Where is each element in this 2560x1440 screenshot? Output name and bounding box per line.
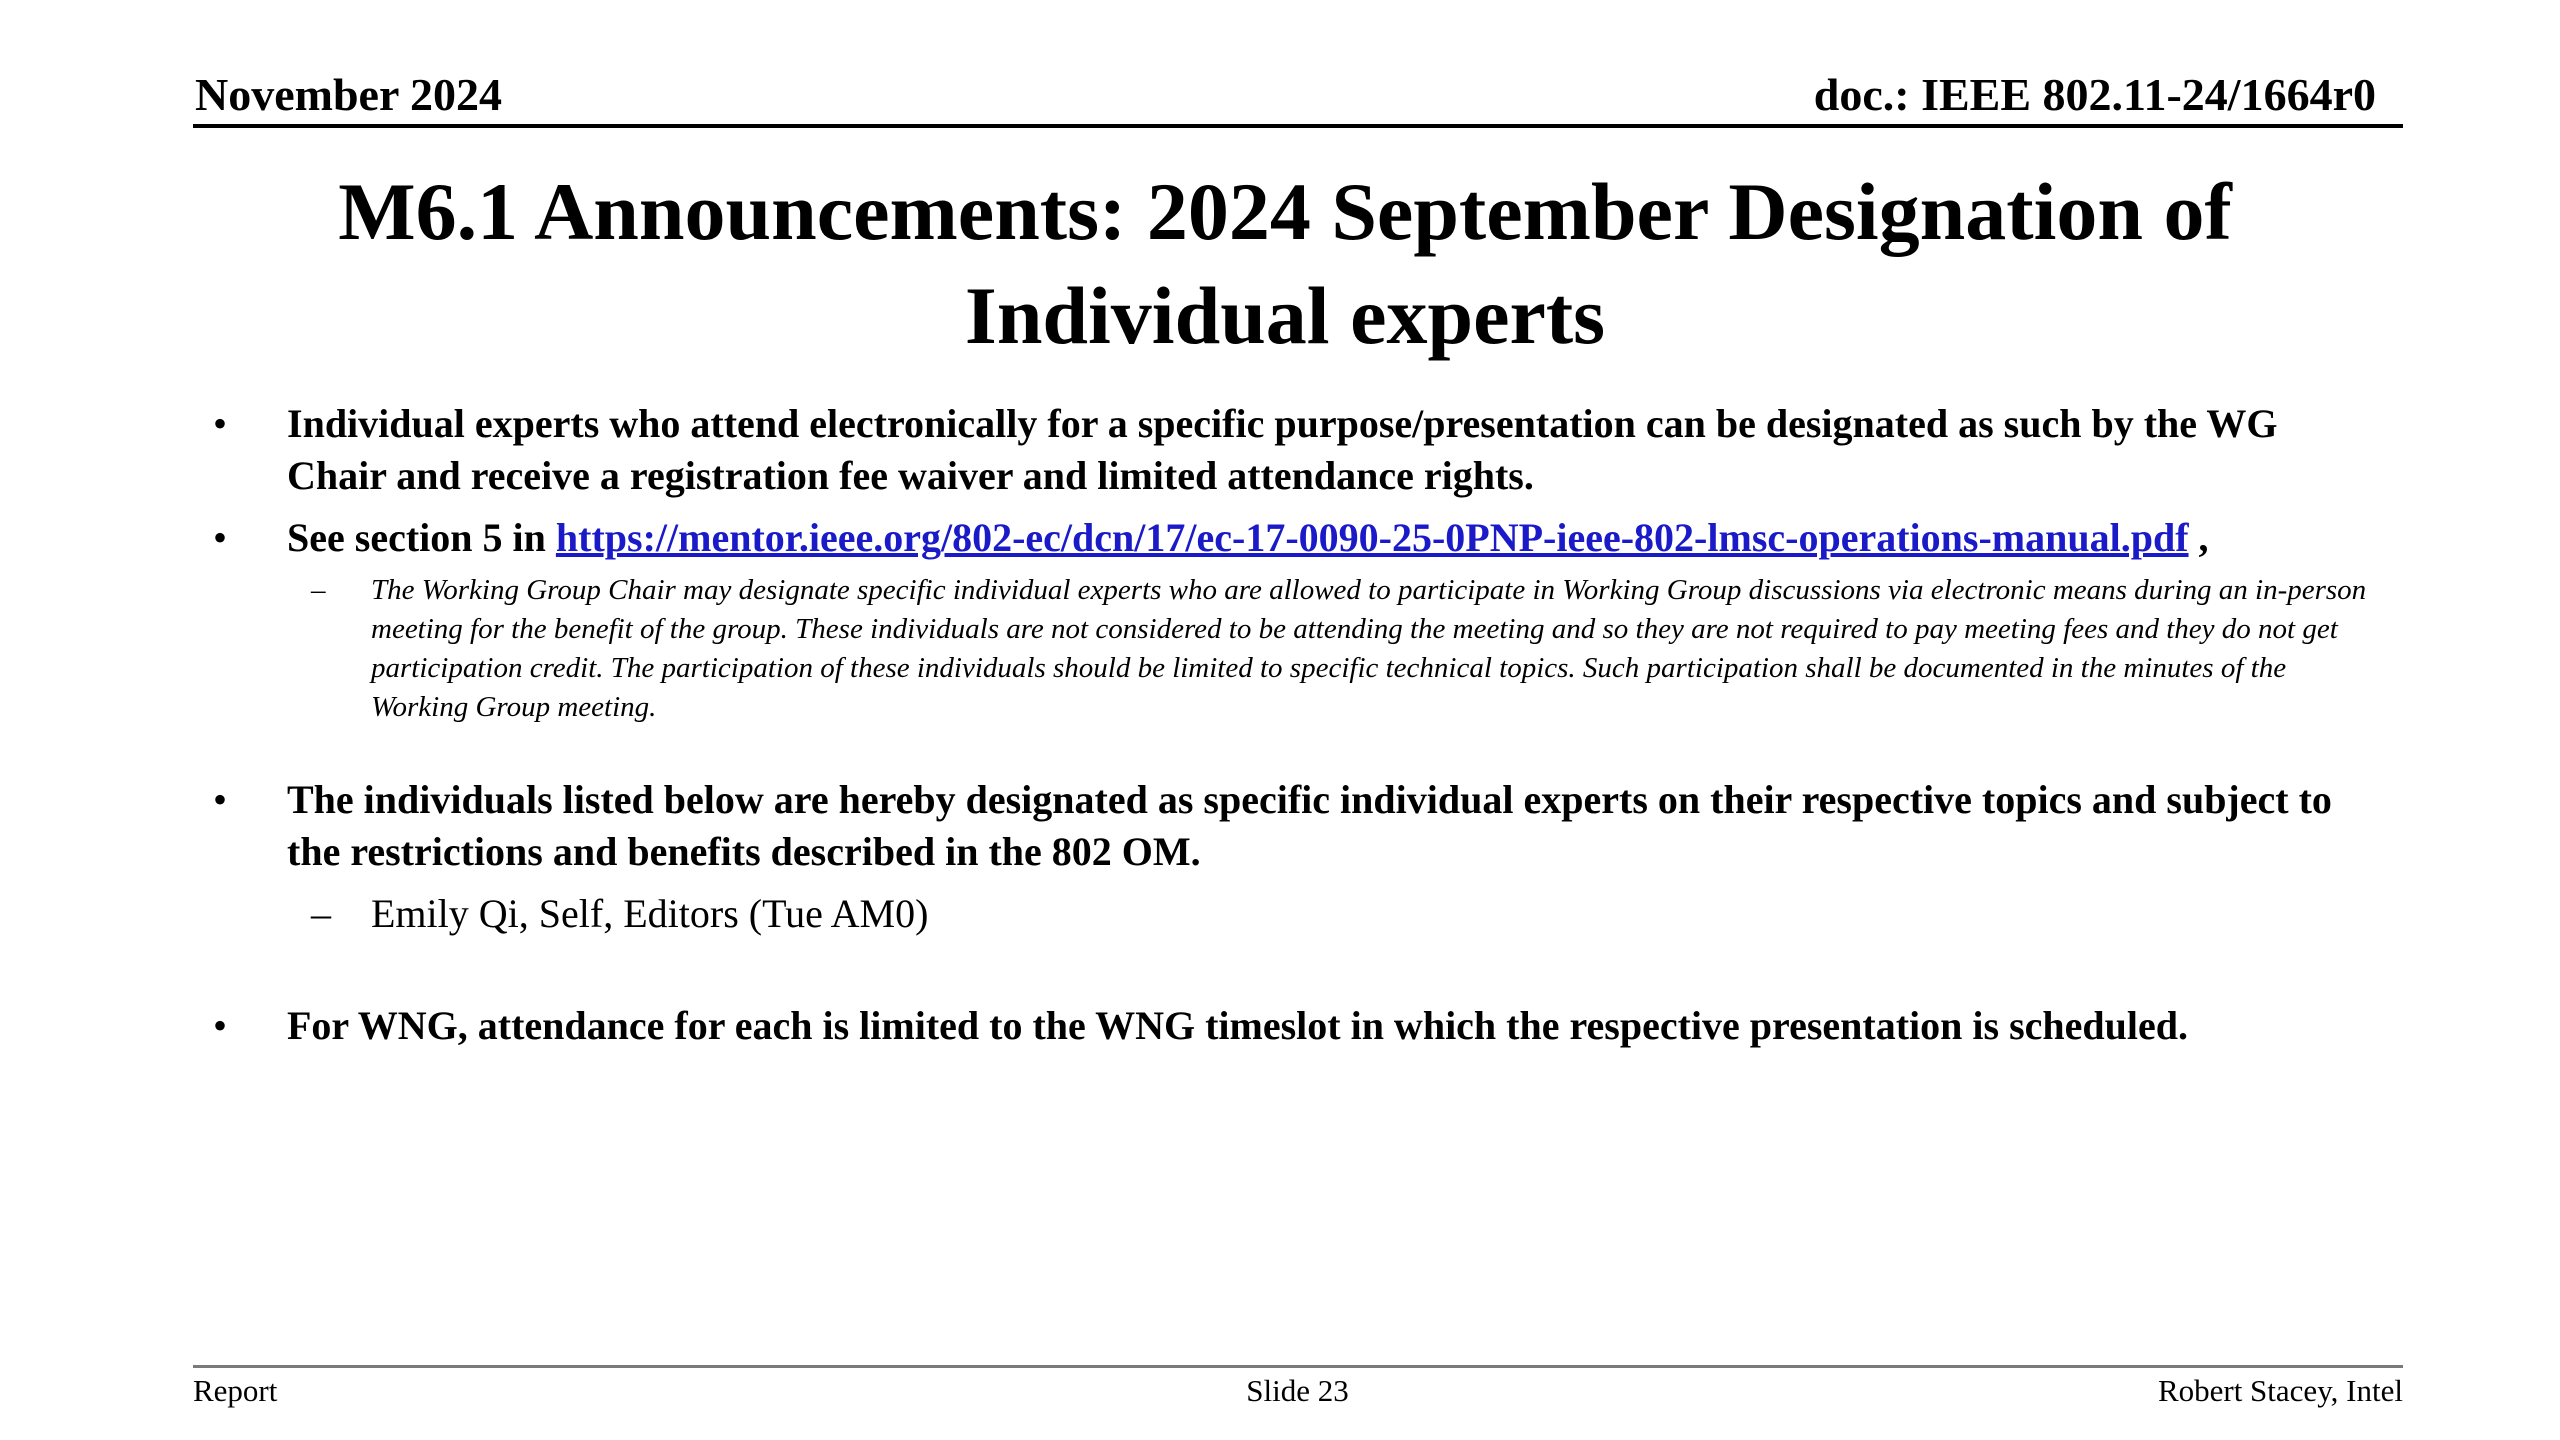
header-divider [193,124,2403,128]
sub-item-text: Emily Qi, Self, Editors (Tue AM0) [371,891,929,936]
footer-left: Report [193,1373,278,1408]
bullet-icon: • [213,1003,228,1048]
bullet-text: The individuals listed below are hereby designated as specific individual experts on their respective topics and subject to the restrictions and benefits described in the 802 OM. [287,777,2332,874]
operations-manual-link[interactable]: https://mentor.ieee.org/802-ec/dcn/17/ec-17-0090-25-0PNP-ieee-802-lmsc-operations-manual.pdf [555,515,2189,560]
bullet-icon: • [213,777,228,822]
bullet-text: For WNG, attendance for each is limited to the WNG timeslot in which the respective presentation is scheduled. [287,1003,2188,1048]
dash-icon: – [311,891,331,936]
bullet-icon: • [213,401,228,446]
header-doc-id: doc.: IEEE 802.11-24/1664r0 [1813,69,2376,120]
bullet-item-1 [213,398,2377,502]
sub-item-text: The Working Group Chair may designate specific individual experts who are allowed to participate in Working Group discussions via electronic means during an in-person meeting for the benefit of the group. These individuals are not considered to be attending the meeting and so they are not required to pay meeting fees and they do not get participation credit. The participation of these individuals should be limited to specific technical topics. Such participation shall be documented in the minutes of the Working Group meeting. [371,574,2367,723]
bullet-item-2 [213,512,2407,564]
dash-icon: – [311,574,326,606]
bullet-text-prefix: See section 5 in [287,515,556,560]
bullet-item-4 [213,1000,2377,1052]
header-date: November 2024 [195,69,503,120]
footer-author: Robert Stacey, Intel [2157,1373,2403,1408]
sub-item-designee [311,888,2381,940]
bullet-item-3 [213,774,2377,878]
slide-number: Slide 23 [1246,1373,1349,1408]
bullet-text-suffix: , [2188,515,2209,560]
bullet-text: Individual experts who attend electronically for a specific purpose/presentation can be designated as such by the WG Chair and receive a registration fee waiver and limited attendance rights. [287,401,2278,498]
slide-title: M6.1 Announcements: 2024 September Designation of Individual experts [338,166,2232,361]
sub-item-om-quote [311,571,2381,727]
footer-divider [193,1365,2403,1368]
bullet-icon: • [213,515,228,560]
